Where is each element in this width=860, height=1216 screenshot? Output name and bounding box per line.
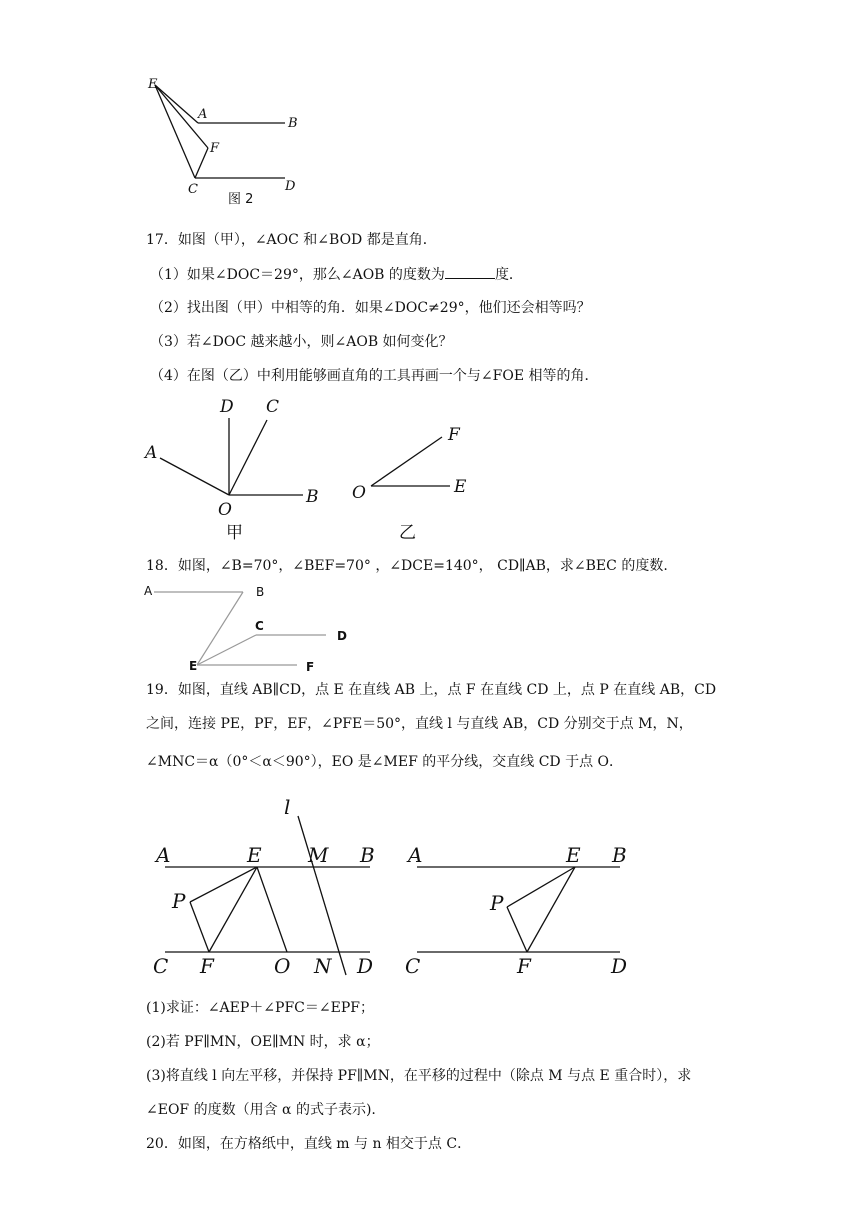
q19r-label-C: C — [405, 954, 421, 978]
q17-title: 17．如图（甲），∠AOC 和∠BOD 都是直角． — [146, 232, 437, 248]
figure-2 — [140, 70, 320, 210]
jia-label-D: D — [220, 397, 234, 417]
q17-part1 — [150, 264, 523, 285]
fig2-label-B: B — [288, 116, 298, 131]
q19r-label-P: P — [490, 891, 504, 915]
q19l-label-A: A — [156, 843, 171, 867]
fig2-label-F: F — [210, 141, 220, 156]
q17-part3: （3）若∠DOC 越来越小，则∠AOB 如何变化？ — [150, 334, 453, 350]
q19l-label-B: B — [360, 843, 375, 867]
fig2-label-D: D — [285, 179, 296, 194]
q19r-label-D: D — [611, 954, 628, 978]
jia-label-B: B — [306, 487, 319, 507]
q18-text: 18．如图，∠B=70°，∠BEF=70° ，∠DCE=140°， CD∥AB，求∠BEC 的度数. — [146, 558, 668, 574]
figure-q19-right — [400, 790, 640, 990]
q18-label-F: F — [306, 660, 315, 674]
jia-caption: 甲 — [226, 523, 243, 543]
yi-label-E: E — [454, 477, 467, 497]
q17-part2: （2）找出图（甲）中相等的角．如果∠DOC≠29°，他们还会相等吗？ — [150, 300, 591, 316]
q19r-label-F: F — [517, 954, 531, 978]
q19r-label-E: E — [566, 843, 581, 867]
q19l-label-F: F — [200, 954, 214, 978]
q17-part4: （4）在图（乙）中利用能够画直角的工具再画一个与∠FOE 相等的角． — [150, 368, 599, 384]
q17-part1-text: （1）如果∠DOC＝29°，那么∠AOB 的度数为 — [150, 267, 445, 283]
q19l-label-M: M — [308, 843, 329, 867]
q18-label-B: B — [256, 585, 265, 599]
yi-label-F: F — [448, 425, 460, 445]
q19l-label-D: D — [357, 954, 374, 978]
q19l-label-E: E — [247, 843, 262, 867]
yi-caption: 乙 — [399, 523, 416, 543]
q19r-label-B: B — [612, 843, 627, 867]
q19-sub1: (1)求证：∠AEP＋∠PFC＝∠EPF； — [146, 1000, 374, 1016]
jia-label-C: C — [266, 397, 280, 417]
q19l-label-P: P — [172, 889, 186, 913]
yi-label-O: O — [352, 483, 366, 503]
fig2-label-A: A — [198, 107, 208, 122]
q18-label-C: C — [255, 619, 264, 633]
fig2-label-C: C — [188, 182, 198, 197]
q17-part1-unit: 度． — [494, 267, 523, 283]
q19l-label-N: N — [314, 954, 332, 978]
q18-label-A: A — [144, 584, 153, 598]
fig2-caption: 图 2 — [228, 192, 254, 207]
q18-label-E: E — [189, 659, 198, 673]
figure-q19-left — [150, 790, 390, 990]
q19l-label-l: l — [284, 795, 291, 819]
q18-label-D: D — [337, 629, 347, 643]
q19-line1: 19．如图，直线 AB∥CD，点 E 在直线 AB 上，点 F 在直线 CD 上，点 P 在直线 AB，CD — [146, 682, 717, 698]
q19l-label-C: C — [153, 954, 169, 978]
q19l-label-O: O — [274, 954, 291, 978]
q19-sub3b: ∠EOF 的度数（用含 α 的式子表示). — [146, 1102, 376, 1118]
q19-line2: 之间，连接 PE，PF，EF，∠PFE＝50°，直线 l 与直线 AB，CD 分别交于点 M，N， — [146, 716, 693, 732]
figure-jia — [140, 390, 340, 550]
figure-yi — [345, 420, 485, 550]
q19-sub3a: (3)将直线 l 向左平移，并保持 PF∥MN，在平移的过程中（除点 M 与点 E 重合时），求 — [146, 1068, 692, 1084]
figure-q18 — [140, 580, 370, 675]
q19-line3: ∠MNC＝α（0°＜α＜90°），EO 是∠MEF 的平分线，交直线 CD 于点 O． — [146, 754, 624, 770]
q20-text: 20．如图，在方格纸中，直线 m 与 n 相交于点 C． — [146, 1136, 472, 1152]
q19r-label-A: A — [408, 843, 423, 867]
jia-label-O: O — [218, 500, 232, 520]
fig2-label-E: E — [148, 77, 158, 92]
jia-label-A: A — [145, 443, 158, 463]
answer-blank — [445, 264, 495, 279]
q19-sub2: (2)若 PF∥MN，OE∥MN 时，求 α； — [146, 1034, 380, 1050]
